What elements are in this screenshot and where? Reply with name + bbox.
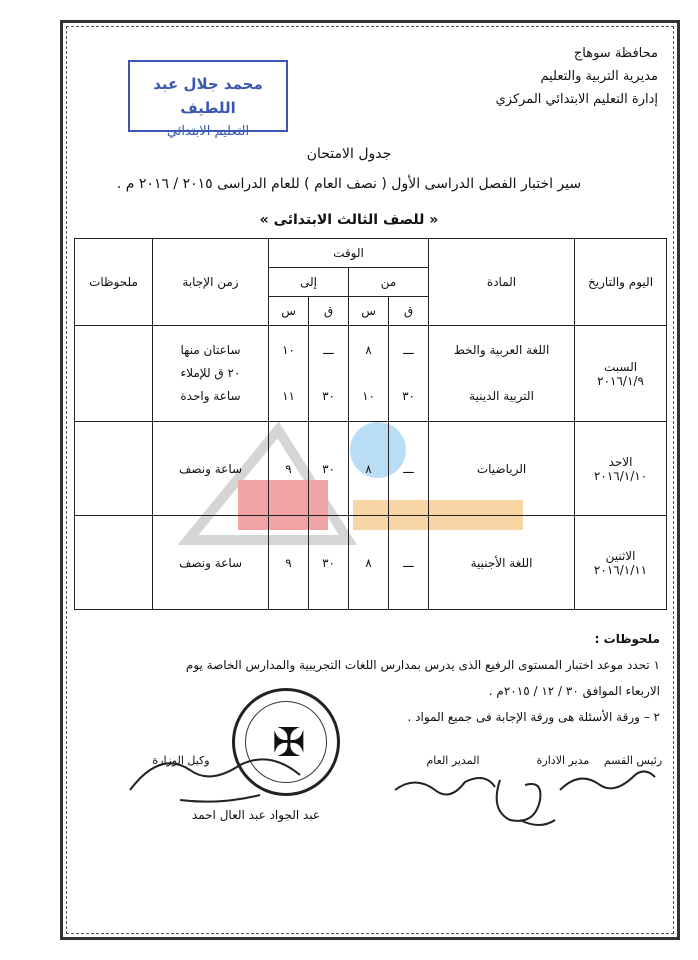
header-notes: ملحوظات	[75, 239, 153, 326]
day: الاثنين	[605, 548, 636, 563]
subject: الرياضيات	[429, 422, 575, 516]
date: ٢٠١٦/١/١١	[593, 562, 648, 577]
stamp-name: محمد جلال عبد اللطيف	[153, 75, 263, 117]
header-from: من	[349, 268, 429, 297]
eagle-icon: ✠	[272, 720, 306, 766]
to-s: ١٠	[282, 343, 295, 357]
to-q: ٣٠	[322, 389, 335, 403]
from-q: ـــ	[389, 516, 429, 610]
to-q: ٣٠	[309, 422, 349, 516]
duration: ساعة واحدة	[180, 389, 241, 403]
subject: اللغة العربية والخط	[453, 343, 550, 357]
header-to-q: ق	[309, 297, 349, 326]
stamp-department: التعليم الابتدائي	[166, 124, 250, 139]
notes-title: ملحوظات :	[594, 632, 660, 646]
grade-title: « للصف الثالث الابتدائى »	[259, 212, 439, 228]
header-to-s: س	[269, 297, 309, 326]
from-s: ٨	[349, 516, 389, 610]
header-day-date: اليوم والتاريخ	[575, 239, 667, 326]
page-title: جدول الامتحان	[306, 146, 392, 162]
duration: ساعة ونصف	[153, 422, 269, 516]
deputy-name: عبد الجواد عبد العال احمد	[191, 808, 321, 822]
to-s: ٩	[269, 516, 309, 610]
header-from-s: س	[349, 297, 389, 326]
note-item: الاربعاء الموافق ٣٠ / ١٢ / ٢٠١٥م .	[488, 684, 660, 698]
from-q: ٣٠	[402, 389, 415, 403]
note-item: ١ تحدد موعد اختبار المستوى الرفيع الذى يدرس بمدارس اللغات التجريبية والمدارس الخاصة يوم	[185, 658, 660, 672]
directorate: مديرية التربية والتعليم	[540, 69, 658, 84]
date: ٢٠١٦/١/٩	[597, 373, 644, 388]
header-subject: المادة	[429, 239, 575, 326]
day: الاحد	[608, 454, 633, 469]
date: ٢٠١٦/١/١٠	[593, 468, 648, 483]
header-duration: زمن الإجابة	[153, 239, 269, 326]
to-s: ١١	[282, 389, 295, 403]
from-s: ٨	[365, 343, 372, 357]
note-item: ٢ – ورقة الأسئلة هى ورقة الإجابة فى جميع المواد .	[407, 710, 660, 724]
duration: ساعتان منها	[180, 343, 241, 357]
day: السبت	[603, 359, 638, 374]
from-q: ـــ	[403, 343, 414, 357]
subject: اللغة الأجنبية	[429, 516, 575, 610]
to-q: ـــ	[323, 343, 334, 357]
header-time: الوقت	[269, 239, 429, 268]
header-to: إلى	[269, 268, 349, 297]
sig-section-head: رئيس القسم	[603, 754, 663, 767]
header-from-q: ق	[389, 297, 429, 326]
sig-deputy-ministry: وكيل الوزارة	[152, 754, 210, 767]
sig-general-director: المدير العام	[426, 754, 480, 767]
governorate: محافظة سوهاج	[573, 46, 658, 61]
from-s: ١٠	[362, 389, 375, 403]
duration: ساعة ونصف	[153, 516, 269, 610]
subject: التربية الدينية	[469, 389, 534, 403]
to-s: ٩	[269, 422, 309, 516]
from-s: ٨	[349, 422, 389, 516]
from-q: ـــ	[389, 422, 429, 516]
to-q: ٣٠	[309, 516, 349, 610]
duration: ٢٠ ق للإملاء	[180, 366, 241, 380]
sig-admin-director: مدير الادارة	[536, 754, 590, 767]
page-subtitle: سير اختبار الفصل الدراسى الأول ( نصف العام ) للعام الدراسى ٢٠١٥ / ٢٠١٦ م .	[116, 176, 582, 192]
administration: إدارة التعليم الابتدائي المركزي	[495, 92, 658, 107]
